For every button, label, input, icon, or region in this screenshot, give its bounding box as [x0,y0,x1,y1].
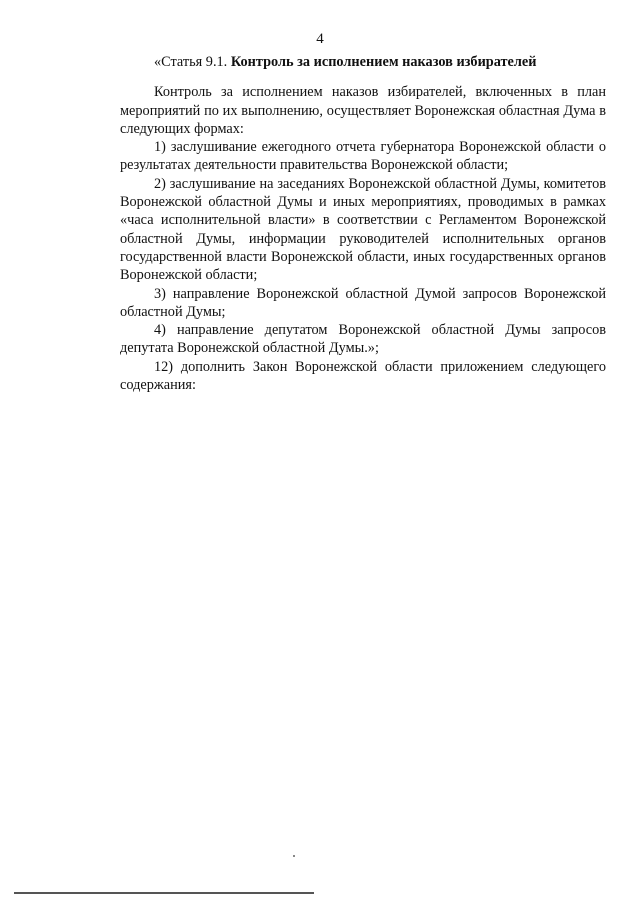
page-number: 4 [316,31,324,47]
document-body [120,53,606,394]
paragraph-item-2: 2) заслушивание на заседаниях Воронежской областной Думы, комитетов Воронежской областной Думы и иных мероприятиях, проводимых в рамках «часа исполнительной власти» в соответствии с Регламентом Воронежской областной Думы, информации руководителей исполнительных органов государственной власти Воронежской области, иных государственных органов Воронежской области; [120,175,606,284]
paragraph-intro: Контроль за исполнением наказов избирателей, включенных в план мероприятий по их выполнению, осуществляет Воронежская областная Дума в следующих формах: [120,84,606,137]
paragraph-item-3: 3) направление Воронежской областной Думой запросов Воронежской областной Думы; [120,285,606,320]
scan-speck [293,855,295,857]
article-prefix: «Статья 9.1. [154,54,231,70]
footer-rule [14,892,314,894]
paragraph-item-4: 4) направление депутатом Воронежской областной Думы запросов депутата Воронежской областной Думы.»; [120,322,606,357]
paragraph-item-1: 1) заслушивание ежегодного отчета губернатора Воронежской области о результатах деятельности правительства Воронежской области; [120,139,606,174]
article-title: Контроль за исполнением наказов избирателей [230,54,537,70]
article-heading [120,53,606,71]
paragraph-item-12: 12) дополнить Закон Воронежской области приложением следующего содержания: [120,358,606,394]
